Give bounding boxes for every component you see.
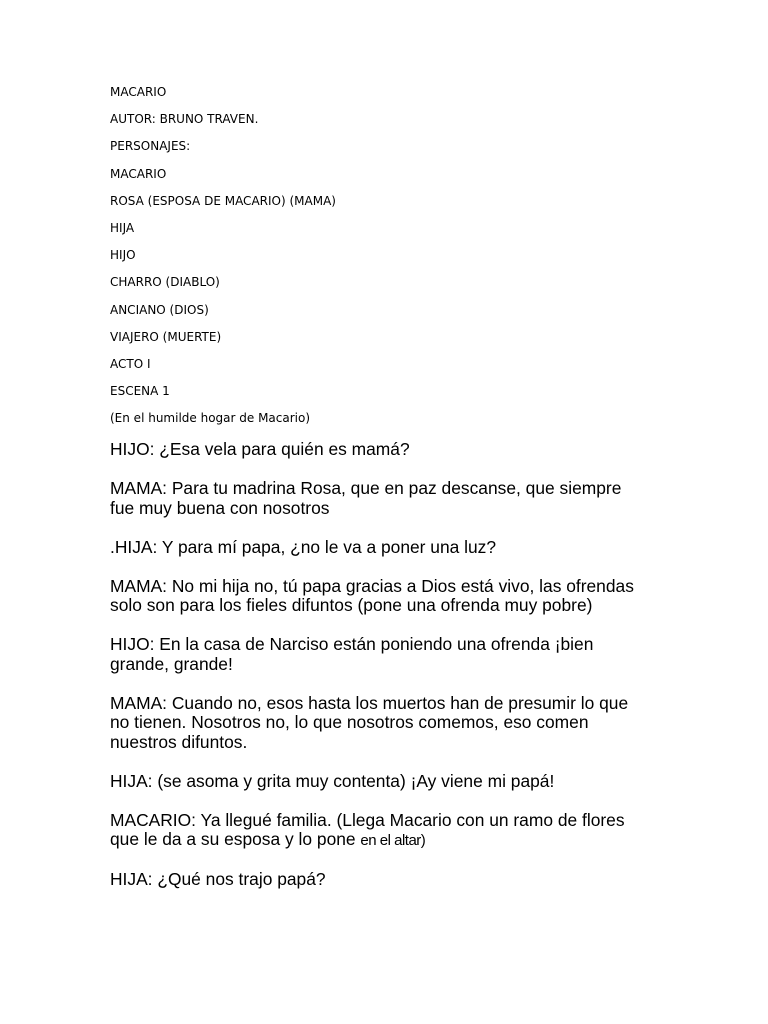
dialogue-line [110,694,670,753]
dialogue-text: .HIJA: Y para mí papa, ¿no le va a poner una luz? [110,536,497,557]
dialogue-line [110,479,670,518]
script-header [110,84,670,437]
character-item: HIJA [110,220,135,235]
dialogue-text: MAMA: Cuando no, esos hasta los muertos han de presumir lo que [110,692,629,713]
dialogue-line [110,870,670,890]
dialogue-text: MACARIO: Ya llegué familia. (Llega Macario con un ramo de flores [110,809,625,830]
dialogue-section [110,440,670,909]
character-item: MACARIO [110,166,167,181]
character-item: HIJO [110,248,136,263]
dialogue-text: solo son para los fieles difuntos (pone una ofrenda muy pobre) [110,595,593,616]
dialogue-text: HIJO: En la casa de Narciso están poniendo una ofrenda ¡bien [110,634,594,655]
dialogue-line [110,538,670,558]
dialogue-line [110,577,670,616]
character-item: CHARRO (DIABLO) [110,275,220,290]
character-item: ANCIANO (DIOS) [110,302,209,317]
dialogue-text-wrap [110,830,670,851]
dialogue-text: MAMA: Para tu madrina Rosa, que en paz descanse, que siempre [110,477,622,498]
dialogue-text: no tienen. Nosotros no, lo que nosotros comemos, eso comen [110,712,589,733]
character-item: VIAJERO (MUERTE) [110,329,222,344]
dialogue-line [110,440,670,460]
dialogue-text: grande, grande! [110,653,233,674]
dialogue-line [110,635,670,674]
scene-heading: ESCENA 1 [110,384,170,399]
dialogue-text: que le da a su esposa y lo pone [110,829,361,850]
dialogue-text: fue muy buena con nosotros [110,497,330,518]
act-heading: ACTO I [110,356,151,371]
play-title: MACARIO [110,85,167,99]
dialogue-text: HIJA: ¿Qué nos trajo papá? [110,869,326,890]
characters-heading: PERSONAJES: [110,139,191,154]
dialogue-line [110,772,670,792]
character-item: ROSA (ESPOSA DE MACARIO) (MAMA) [110,193,336,208]
dialogue-line [110,811,670,851]
dialogue-text: HIJO: ¿Esa vela para quién es mamá? [110,439,410,459]
dialogue-text: MAMA: No mi hija no, tú papa gracias a Dios está vivo, las ofrendas [110,575,634,596]
play-author: AUTOR: BRUNO TRAVEN. [110,112,259,127]
dialogue-text: HIJA: (se asoma y grita muy contenta) ¡Ay viene mi papá! [110,770,555,791]
dialogue-text: nuestros difuntos. [110,731,248,752]
stage-direction: (En el humilde hogar de Macario) [110,411,311,426]
dialogue-text-condensed: en el altar) [360,832,426,850]
